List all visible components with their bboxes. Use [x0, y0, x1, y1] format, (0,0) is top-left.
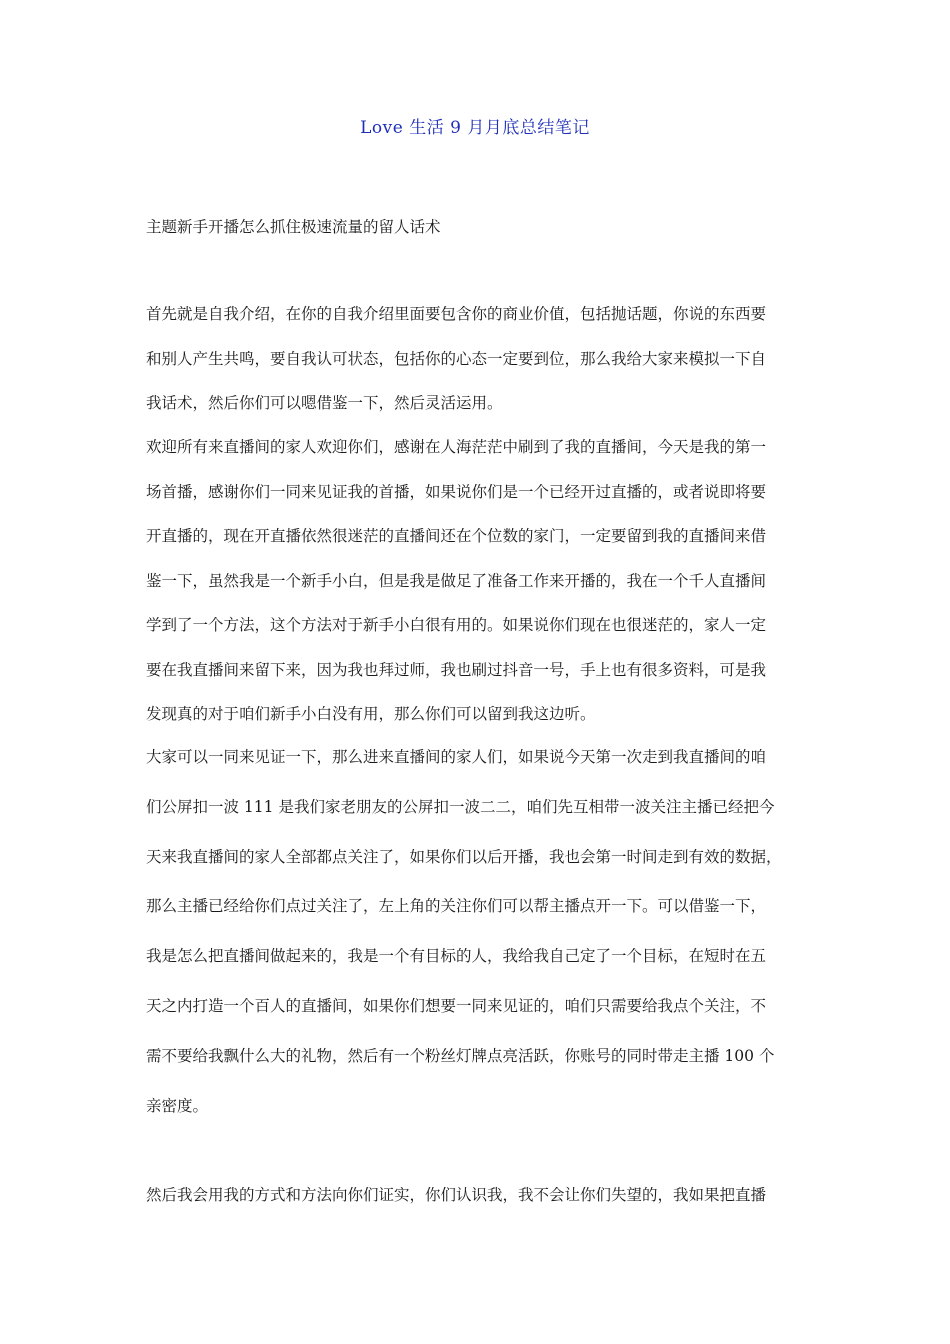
- paragraph-line: 天之内打造一个百人的直播间，如果你们想要一同来见证的，咱们只需要给我点个关注，不: [146, 997, 767, 1015]
- paragraph-line: 鉴一下，虽然我是一个新手小白，但是我是做足了准备工作来开播的，我在一个千人直播间: [146, 572, 767, 590]
- paragraph-line: 发现真的对于咱们新手小白没有用，那么你们可以留到我这边听。: [146, 705, 596, 723]
- paragraph-line: 学到了一个方法，这个方法对于新手小白很有用的。如果说你们现在也很迷茫的，家人一定: [146, 616, 767, 634]
- document-title: Love 生活 9 月月底总结笔记: [360, 118, 590, 138]
- paragraph-line: 需不要给我飘什么大的礼物，然后有一个粉丝灯牌点亮活跃，你账号的同时带走主播 100 个: [146, 1047, 775, 1065]
- paragraph-line: 首先就是自我介绍，在你的自我介绍里面要包含你的商业价值，包括抛话题，你说的东西要: [146, 305, 767, 323]
- paragraph-line: 我话术，然后你们可以嗯借鉴一下，然后灵活运用。: [146, 394, 503, 412]
- paragraph-line: 然后我会用我的方式和方法向你们证实，你们认识我，我不会让你们失望的，我如果把直播: [146, 1186, 767, 1204]
- paragraph-line: 亲密度。: [146, 1097, 209, 1115]
- paragraph-line: 欢迎所有来直播间的家人欢迎你们，感谢在人海茫茫中刷到了我的直播间，今天是我的第一: [146, 438, 767, 456]
- paragraph-line: 开直播的，现在开直播依然很迷茫的直播间还在个位数的家门，一定要留到我的直播间来借: [146, 527, 767, 545]
- paragraph-line: 场首播，感谢你们一同来见证我的首播，如果说你们是一个已经开过直播的，或者说即将要: [146, 483, 767, 501]
- document-subtitle: 主题新手开播怎么抓住极速流量的留人话术: [146, 218, 441, 236]
- paragraph-line: 大家可以一同来见证一下，那么进来直播间的家人们，如果说今天第一次走到我直播间的咱: [146, 748, 767, 766]
- paragraph-line: 那么主播已经给你们点过关注了，左上角的关注你们可以帮主播点开一下。可以借鉴一下，: [146, 897, 767, 915]
- paragraph-line: 要在我直播间来留下来，因为我也拜过师，我也刷过抖音一号，手上也有很多资料，可是我: [146, 661, 767, 679]
- paragraph-line: 们公屏扣一波 111 是我们家老朋友的公屏扣一波二二，咱们先互相带一波关注主播已经把今: [146, 798, 775, 816]
- paragraph-line: 我是怎么把直播间做起来的，我是一个有目标的人，我给我自己定了一个目标，在短时在五: [146, 947, 767, 965]
- paragraph-line: 天来我直播间的家人全部都点关注了，如果你们以后开播，我也会第一时间走到有效的数据，: [146, 848, 782, 866]
- paragraph-line: 和别人产生共鸣，要自我认可状态，包括你的心态一定要到位，那么我给大家来模拟一下自: [146, 350, 767, 368]
